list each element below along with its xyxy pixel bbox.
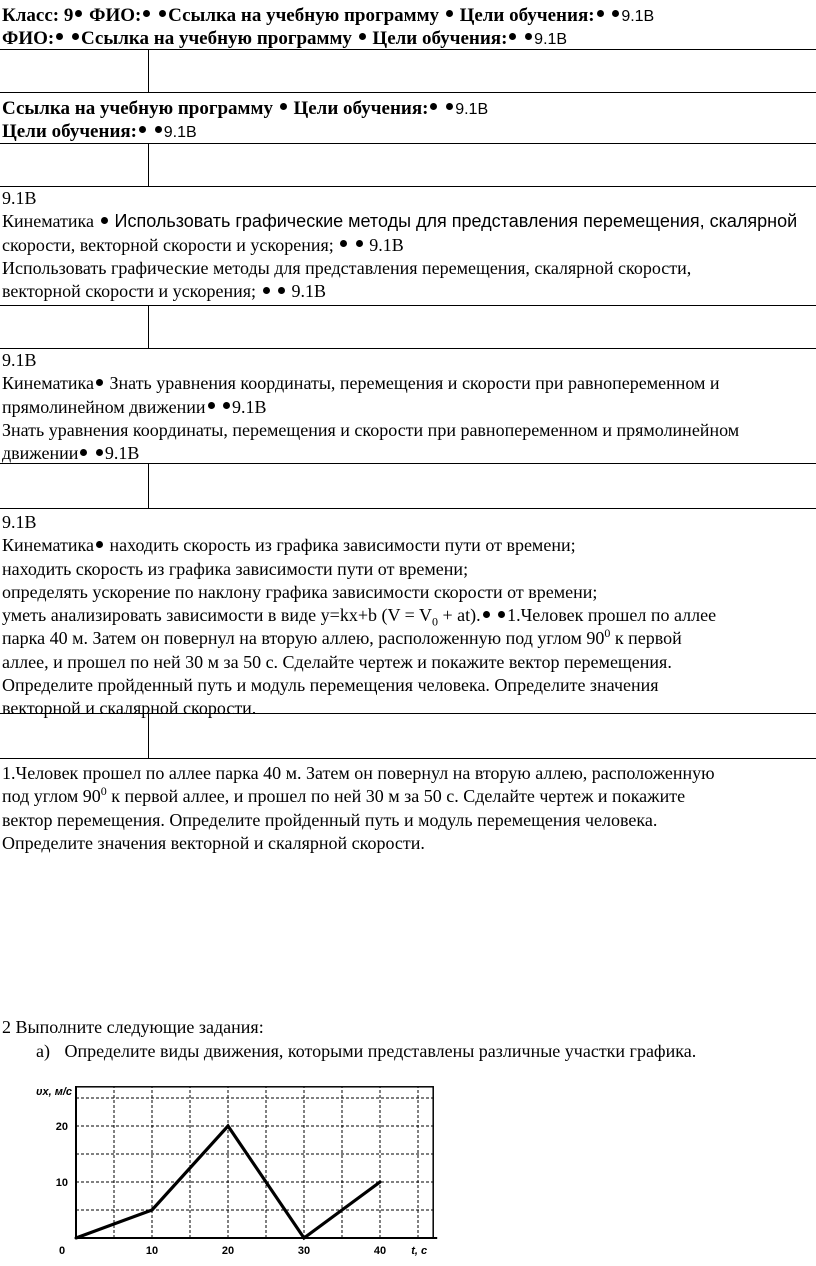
bullet-icon (483, 611, 490, 618)
bullet-icon (280, 103, 287, 110)
bullet-icon (75, 10, 82, 17)
y-tick-label: 10 (55, 1177, 68, 1189)
data-point (75, 1237, 78, 1240)
x-tick-label: 20 (221, 1245, 235, 1257)
bullet-icon (525, 33, 532, 40)
list-marker: а) (36, 1041, 50, 1061)
bullet-icon (446, 103, 453, 110)
bullet-icon (498, 611, 505, 618)
bullet-icon (223, 402, 230, 409)
table-row-empty (0, 713, 816, 759)
bullet-icon (72, 33, 79, 40)
y-axis-label: υx, м/с (36, 1086, 73, 1098)
task-2-item-a: а) Определите виды движения, которыми представлены различные участки графика. (36, 1041, 697, 1061)
bullet-icon (446, 10, 453, 17)
bullet-icon (96, 449, 103, 456)
objective-block-3: 9.1В Кинематика находить скорость из графика зависимости пути от времени; находить скорость из графика зависимости пути от времени; определять ускорение по наклону графика зависимости скорости от времени; уметь анализировать зависимости в виде y=kx+b $(V = V_0 + at)$. 1.Человек прошел по аллее парка 40 м. Затем он повернул на вторую аллею, расположенную под углом $90^0$ к первой аллее, и прошел по ней 30 м за 50 с. Сделайте чертеж и покажите вектор перемещения. Определите пройденный путь и модуль перемещения человека. Определите значения векторной и скалярной скорости. (2, 512, 717, 719)
bullet-icon (143, 10, 150, 17)
table-row-empty (0, 305, 816, 349)
bullet-icon (96, 379, 103, 386)
table-row-empty (0, 463, 816, 509)
x-tick-label: 0 (58, 1245, 66, 1257)
data-point (151, 1209, 154, 1212)
task-1: 1.Человек прошел по аллее парка 40 м. Затем он повернул на вторую аллею, расположенную под углом $90^0$ к первой аллее, и прошел по ней 30 м за 50 с. Сделайте чертеж и покажите вектор перемещения. Определите пройденный путь и модуль перемещения человека. Определите значения векторной и скалярной скорости. (2, 763, 715, 853)
bullet-icon (612, 10, 619, 17)
bullet-icon (597, 10, 604, 17)
bullet-icon (101, 217, 108, 224)
bullet-icon (278, 287, 285, 294)
table-row-empty (0, 143, 816, 187)
objective-block-2: 9.1В Кинематика Знать уравнения координаты, перемещения и скорости при равнопеременном и прямолинейном движении 9.1В Знать уравнения координаты, перемещения и скорости при равнопеременном и прямолинейном движении 9.1В (2, 350, 740, 464)
x-tick-label: 40 (373, 1245, 387, 1257)
bullet-icon (359, 33, 366, 40)
bullet-icon (208, 402, 215, 409)
x-tick-label: 10 (145, 1245, 159, 1257)
velocity-time-chart (20, 1086, 460, 1258)
data-point (227, 1125, 230, 1128)
data-point (379, 1181, 382, 1184)
bullet-icon (159, 10, 166, 17)
header-line-2: ФИО: Ссылка на учебную программу Цели обучения: 9.1В (2, 28, 568, 49)
bullet-icon (56, 33, 63, 40)
header-line-3: Ссылка на учебную программу Цели обучения: 9.1В (2, 98, 489, 119)
task-2-title: 2 Выполните следующие задания: (2, 1017, 264, 1037)
bullet-icon (356, 240, 363, 247)
header-line-1: Класс: 9 ФИО: Ссылка на учебную программу Цели обучения: 9.1В (2, 5, 655, 26)
bullet-icon (509, 33, 516, 40)
bullet-icon (80, 449, 87, 456)
bullet-icon (155, 126, 162, 133)
objective-block-1: 9.1В Кинематика Использовать графические методы для представления перемещения, скалярной скорости, векторной скорости и ускорения; 9.1В Использовать графические методы для представления перемещения, скалярной скорости, векторной скорости и ускорения; 9.1В (2, 188, 798, 302)
bullet-icon (263, 287, 270, 294)
y-tick-label: 20 (55, 1121, 68, 1133)
bullet-icon (139, 126, 146, 133)
header-line-4: Цели обучения: 9.1В (2, 121, 197, 142)
table-row-empty (0, 49, 816, 93)
data-point (303, 1237, 306, 1240)
bullet-icon (430, 103, 437, 110)
bullet-icon (96, 541, 103, 548)
x-axis-label: t, с (411, 1245, 428, 1257)
bullet-icon (340, 240, 347, 247)
x-tick-label: 30 (297, 1245, 311, 1257)
